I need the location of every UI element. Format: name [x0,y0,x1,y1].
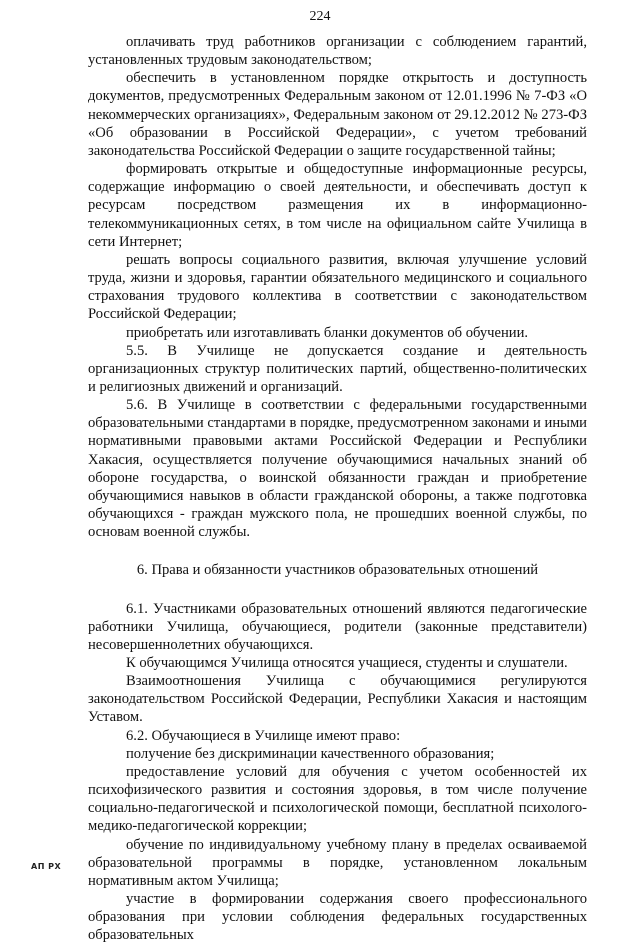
paragraph: Взаимоотношения Училища с обучающимися регулируются законодательством Российской Федерации, Республики Хакасия и настоящим Уставом. [88,673,587,726]
paragraph: приобретать или изготавливать бланки документов об обучении. [126,324,529,341]
paragraph: 6.2. Обучающиеся в Училище имеют право: [126,727,401,744]
footer-stamp: АП РХ [31,862,62,871]
section-heading: 6. Права и обязанности участников образовательных отношений [136,562,539,579]
page-number: 224 [309,9,331,24]
paragraph: 5.5. В Училище не допускается создание и деятельность организационных структур политических партий, общественно-политических и религиозных движений и организаций. [88,342,587,395]
paragraph: оплачивать труд работников организации с соблюдением гарантий, установленных трудовым законодательством; [88,34,587,69]
paragraph: обучение по индивидуальному учебному плану в пределах осваиваемой образовательной программы в порядке, установленном локальным нормативным актом Училища; [88,836,587,889]
paragraph: получение без дискриминации качественного образования; [126,745,495,762]
paragraph: 6.1. Участниками образовательных отношений являются педагогические работники Училища, обучающиеся, родители (законные представители) несовершеннолетних обучающихся. [88,600,587,653]
paragraph: участие в формировании содержания своего профессионального образования при условии соблюдения федеральных государственных образовательных [88,891,587,944]
paragraph: решать вопросы социального развития, включая улучшение условий труда, жизни и здоровья, гарантии обязательного медицинского и социального страхования трудового коллектива в соответствии с законодательством Российской Федерации; [88,251,587,323]
document-body [88,33,587,945]
paragraph: предоставление условий для обучения с учетом особенностей их психофизического развития и состояния здоровья, в том числе получение социально-педагогической и психологической помощи, бесплатной психолого-медико-педагогической коррекции; [88,763,587,835]
paragraph: формировать открытые и общедоступные информационные ресурсы, содержащие информацию о своей деятельности, и обеспечивать доступ к ресурсам посредством размещения их в информационно-телекоммуникационных сетях, в том числе на официальном сайте Училища в сети Интернет; [88,161,587,250]
paragraph: 5.6. В Училище в соответствии с федеральными государственными образовательными стандартами в порядке, предусмотренном законами и иными нормативными правовыми актами Российской Федерации и Республики Хакасия, осуществляется получение обучающимися начальных знаний об обороне государства, о воинской обязанности граждан и приобретение обучающимися навыков в области гражданской обороны, а также подготовка обучающихся - граждан мужского пола, не прошедших военной службы, по основам военной службы. [88,397,587,541]
paragraph: К обучающимся Училища относятся учащиеся, студенты и слушатели. [126,655,568,671]
paragraph: обеспечить в установленном порядке открытость и доступность документов, предусмотренных Федеральным законом от 12.01.1996 № 7-ФЗ «О некоммерческих организациях», Федеральным законом от 29.12.2012 № 273-ФЗ «Об образовании в Российской Федерации», с учетом требований законодательства Российской Федерации о защите государственной тайны; [88,70,587,159]
